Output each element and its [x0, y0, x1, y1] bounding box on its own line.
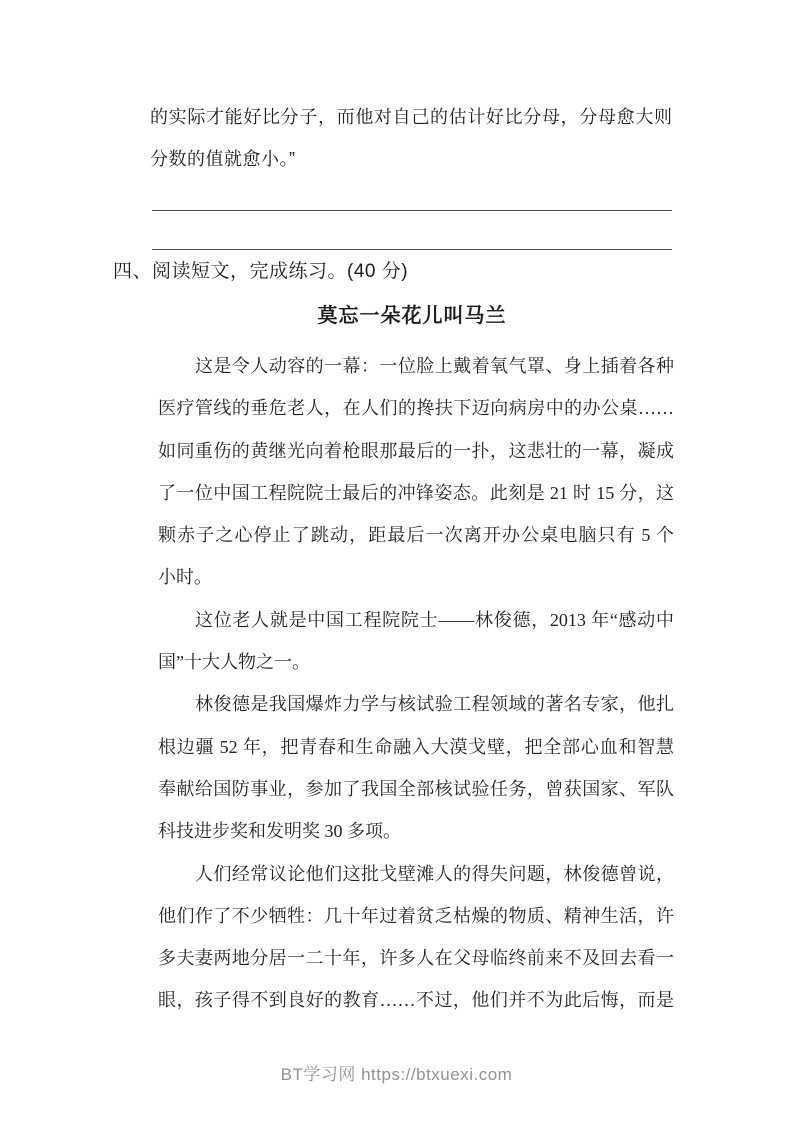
article-line: 林俊德是我国爆炸力学与核试验工程领域的著名专家，他扎 [195, 694, 674, 715]
article-line: 小时。 [158, 567, 212, 588]
article-line: 他们作了不少牺牲：几十年过着贫乏枯燥的物质、精神生活，许 [158, 905, 674, 926]
section-heading: 四、阅读短文，完成练习。(40 分) [113, 261, 409, 282]
article-line: 颗赤子之心停止了跳动，距最后一次离开办公桌电脑只有 5 个 [158, 525, 674, 546]
article-line: 这位老人就是中国工程院院士——林俊德，2013 年“感动中 [195, 609, 674, 630]
article-body [158, 345, 674, 1022]
top-paragraph-fragment [150, 96, 672, 180]
article-paragraph [158, 853, 674, 1022]
article-paragraph [158, 345, 674, 599]
answer-blank-line [152, 249, 672, 250]
article-line: 这是令人动容的一幕：一位脸上戴着氧气罩、身上插着各种 [195, 356, 674, 376]
answer-blank-line [152, 210, 672, 211]
article-line: 根边疆 52 年，把青春和生命融入大漠戈壁，把全部心血和智慧 [158, 736, 674, 757]
article-line: 人们经常议论他们这批戈壁滩人的得失问题，林俊德曾说， [195, 863, 674, 884]
text-line: 的实际才能好比分子，而他对自己的估计好比分母，分母愈大则 [150, 107, 672, 127]
article-line: 多夫妻两地分居一二十年，许多人在父母临终前来不及回去看一 [158, 948, 674, 969]
article-line: 国”十大人物之一。 [158, 652, 310, 673]
text-line: 分数的值就愈小。” [150, 149, 296, 169]
article-line: 如同重伤的黄继光向着枪眼那最后的一扑，这悲壮的一幕，凝成 [158, 440, 674, 461]
article-line: 了一位中国工程院院士最后的冲锋姿态。此刻是 21 时 15 分，这 [158, 482, 674, 503]
article-paragraph [158, 683, 674, 852]
article-line: 科技进步奖和发明奖 30 多项。 [158, 821, 401, 842]
footer-watermark: BT学习网 https://btxuexi.com [280, 1065, 513, 1084]
article-line: 眼，孩子得不到良好的教育……不过，他们并不为此后悔，而是 [158, 990, 674, 1011]
article-title: 莫忘一朵花儿叫马兰 [317, 305, 507, 327]
article-line: 医疗管线的垂危老人，在人们的搀扶下迈向病房中的办公桌…… [158, 398, 674, 419]
article-line: 奉献给国防事业，参加了我国全部核试验任务，曾获国家、军队 [158, 778, 674, 799]
article-paragraph [158, 599, 674, 684]
